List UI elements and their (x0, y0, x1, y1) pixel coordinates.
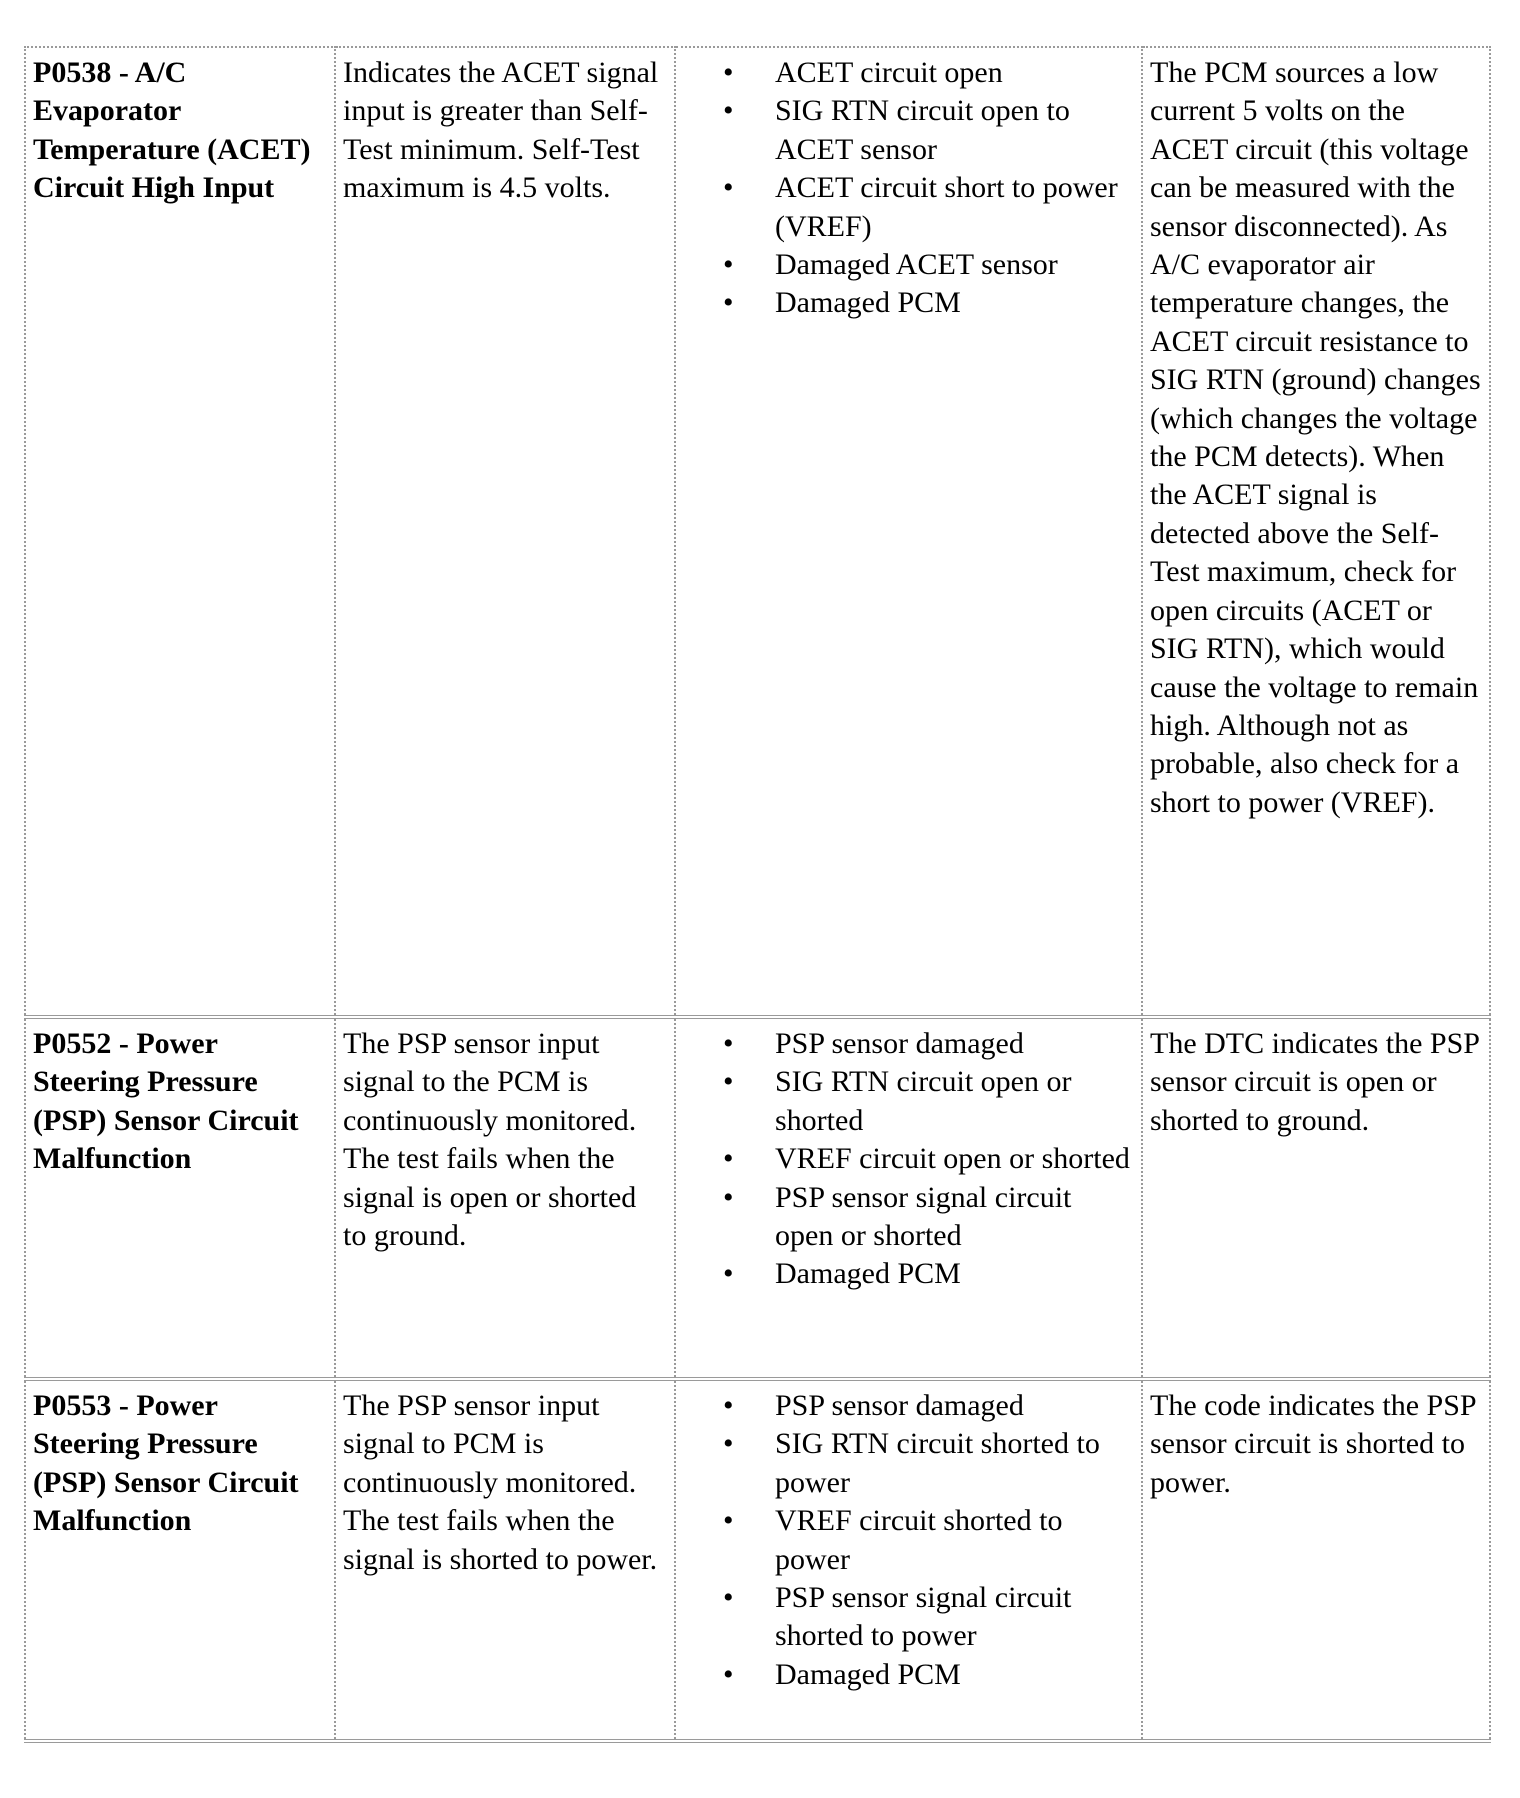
list-item: • SIG RTN circuit open or shorted (723, 1063, 1134, 1140)
table-row (25, 1379, 1490, 1741)
dtc-code-title: P0552 - Power Steering Pressure (PSP) Sensor Circuit Malfunction (33, 1027, 299, 1176)
possible-causes-list (683, 54, 1134, 323)
list-item: • ACET circuit short to power (VREF) (723, 169, 1134, 246)
causes-cell (675, 1379, 1142, 1741)
code-cell (25, 1379, 335, 1741)
list-item: • VREF circuit open or shorted (723, 1140, 1134, 1178)
action-cell (1142, 1017, 1490, 1379)
table-row (25, 1017, 1490, 1379)
causes-cell (675, 47, 1142, 1017)
possible-causes-list (683, 1387, 1134, 1694)
description-cell (335, 1017, 675, 1379)
list-item: • ACET circuit open (723, 54, 1134, 92)
dtc-action: The DTC indicates the PSP sensor circuit is open or shorted to ground. (1150, 1027, 1479, 1137)
list-item: • SIG RTN circuit open to ACET sensor (723, 92, 1134, 169)
list-item: • PSP sensor signal circuit shorted to power (723, 1579, 1134, 1656)
action-cell (1142, 47, 1490, 1017)
list-item: • VREF circuit shorted to power (723, 1502, 1134, 1579)
list-item: • Damaged ACET sensor (723, 246, 1134, 284)
dtc-description: The PSP sensor input signal to the PCM is continuously monitored. The test fails when the signal is open or shorted to ground. (343, 1027, 637, 1253)
dtc-description: Indicates the ACET signal input is greater than Self-Test minimum. Self-Test maximum is 4.5 volts. (343, 56, 659, 205)
description-cell (335, 47, 675, 1017)
table-row (25, 47, 1490, 1017)
description-cell (335, 1379, 675, 1741)
code-cell (25, 47, 335, 1017)
list-item: • PSP sensor signal circuit open or shorted (723, 1179, 1134, 1256)
causes-cell (675, 1017, 1142, 1379)
dtc-code-title: P0538 - A/C Evaporator Temperature (ACET) Circuit High Input (33, 56, 311, 205)
list-item: • PSP sensor damaged (723, 1387, 1134, 1425)
list-item: • SIG RTN circuit shorted to power (723, 1425, 1134, 1502)
dtc-code-title: P0553 - Power Steering Pressure (PSP) Sensor Circuit Malfunction (33, 1389, 299, 1538)
code-cell (25, 1017, 335, 1379)
dtc-table (24, 46, 1491, 1743)
list-item: • Damaged PCM (723, 1255, 1134, 1293)
list-item: • Damaged PCM (723, 1656, 1134, 1694)
possible-causes-list (683, 1025, 1134, 1294)
list-item: • Damaged PCM (723, 284, 1134, 322)
dtc-action: The code indicates the PSP sensor circuit is shorted to power. (1150, 1389, 1476, 1499)
dtc-description: The PSP sensor input signal to PCM is continuously monitored. The test fails when the signal is shorted to power. (343, 1389, 658, 1576)
action-cell (1142, 1379, 1490, 1741)
dtc-action: The PCM sources a low current 5 volts on the ACET circuit (this voltage can be measured with the sensor disconnected). As A/C evaporator air temperature changes, the ACET circuit resistance to SIG RTN (ground) changes (which changes the voltage the PCM detects). When the ACET signal is detected above the Self-Test maximum, check for open circuits (ACET or SIG RTN), which would cause the voltage to remain high. Although not as probable, also check for a short to power (VREF). (1150, 56, 1481, 819)
list-item: • PSP sensor damaged (723, 1025, 1134, 1063)
